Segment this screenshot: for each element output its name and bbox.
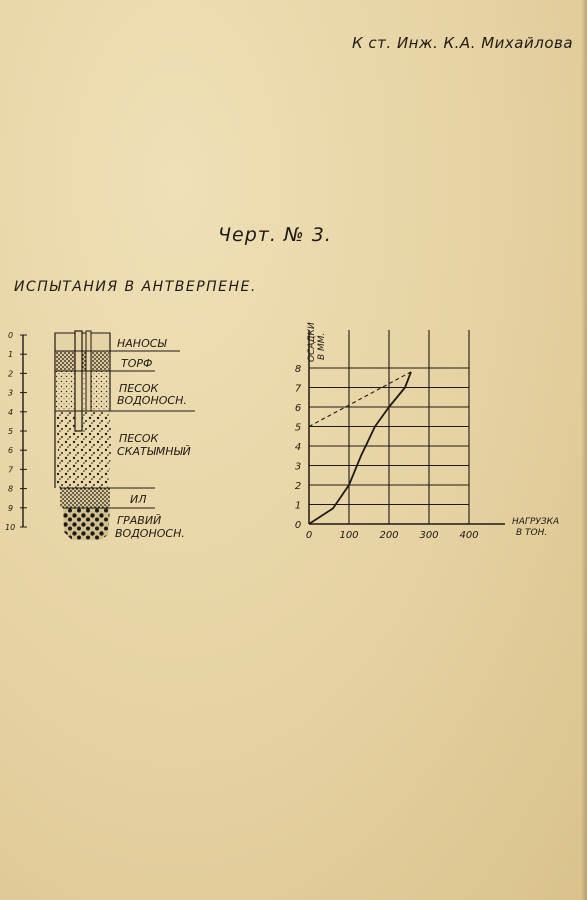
- depth-tick-label: 4: [8, 407, 14, 417]
- label-gravel-1: ГРАВИЙ: [117, 514, 162, 527]
- series-settlement-line: [309, 372, 411, 524]
- chart-xlabel-2: В ТОН.: [516, 528, 548, 538]
- y-tick-label: 8: [294, 364, 302, 375]
- depth-tick-label: 7: [8, 465, 14, 475]
- y-tick-label: 1: [294, 500, 302, 512]
- y-tick-label: 3: [294, 461, 302, 473]
- x-tick-label: 0: [305, 530, 313, 541]
- pile-shaft: [75, 331, 82, 431]
- y-tick-label: 5: [294, 422, 302, 434]
- layer-compact-sand: [56, 411, 112, 488]
- depth-tick-label: 9: [8, 503, 14, 513]
- depth-tick-label: 10: [5, 523, 16, 532]
- depth-tick-label: 3: [8, 388, 14, 398]
- label-fill: НАНОСЫ: [117, 337, 167, 350]
- layer-gravel: [63, 508, 110, 540]
- chart-xlabel-1: НАГРУЗКА: [512, 517, 560, 527]
- x-tick-label: 300: [419, 530, 439, 541]
- y-tick-label: 2: [294, 481, 302, 492]
- x-tick-label: 400: [459, 530, 479, 541]
- label-water-sand-1: ПЕСОК: [119, 382, 159, 395]
- chart-series: [309, 372, 411, 524]
- author-caption: К ст. Инж. К.А. Михайлова: [352, 34, 574, 52]
- label-compact-sand-2: СКАТЫМНЫЙ: [117, 445, 191, 458]
- chart-x-tick-labels: [306, 530, 479, 541]
- y-tick-label: 0: [294, 520, 302, 531]
- depth-tick-label: 1: [8, 350, 14, 360]
- settlement-chart: [295, 322, 559, 541]
- label-water-sand-2: ВОДОНОСН.: [117, 394, 187, 407]
- x-tick-label: 200: [379, 530, 399, 541]
- depth-tick-label: 0: [8, 331, 14, 340]
- depth-tick-label: 5: [8, 427, 14, 436]
- y-tick-label: 4: [294, 442, 302, 453]
- depth-scale: [5, 331, 27, 532]
- label-peat: ТОРФ: [121, 357, 153, 370]
- label-compact-sand-1: ПЕСОК: [119, 432, 159, 445]
- y-tick-label: 6: [294, 403, 302, 414]
- soil-column: [55, 331, 112, 540]
- depth-ticks: [5, 331, 27, 532]
- label-gravel-2: ВОДОНОСН.: [115, 527, 185, 540]
- drawing-title: Черт. № 3.: [218, 224, 332, 246]
- chart-y-tick-labels: [295, 364, 302, 531]
- label-silt: ИЛ: [130, 493, 147, 506]
- chart-ylabel-2: В ММ.: [317, 332, 327, 360]
- layer-silt: [60, 488, 110, 508]
- chart-ylabel-1: ОСАДКИ: [307, 322, 317, 362]
- y-tick-label: 7: [294, 383, 302, 395]
- depth-tick-label: 2: [8, 369, 14, 379]
- test-title: ИСПЫТАНИЯ В АНТВЕРПЕНЕ.: [14, 279, 257, 295]
- depth-tick-label: 6: [8, 446, 14, 456]
- layer-labels: [115, 337, 191, 540]
- depth-tick-label: 8: [8, 484, 14, 494]
- x-tick-label: 100: [339, 530, 359, 541]
- chart-grid: [309, 330, 469, 524]
